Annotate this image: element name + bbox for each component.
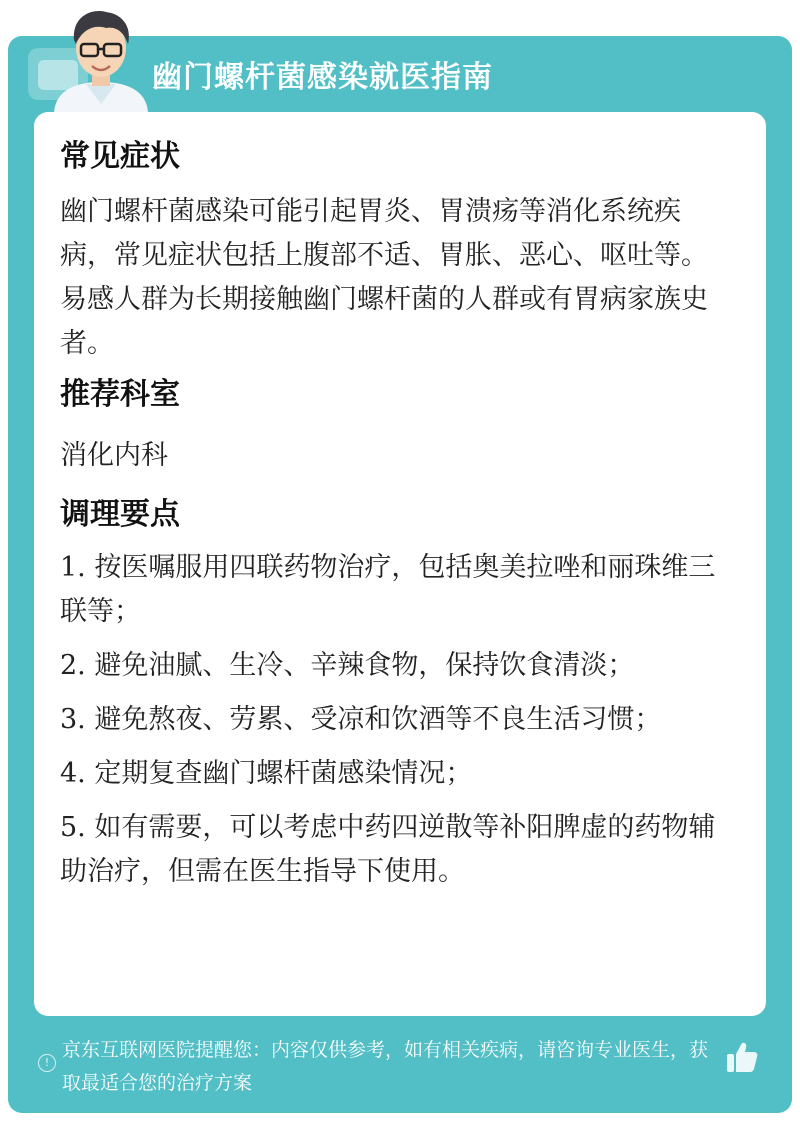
- department-title: 推荐科室: [60, 377, 180, 412]
- content-card: [34, 112, 766, 1016]
- care-title: 调理要点: [60, 497, 180, 532]
- care-list: [60, 546, 730, 894]
- disclaimer-text: 京东互联网医院提醒您：内容仅供参考，如有相关疾病，请咨询专业医生，获取最适合您的治疗方案: [62, 1039, 709, 1094]
- care-item: 4. 定期复查幽门螺杆菌感染情况；: [60, 758, 473, 789]
- thumbs-up-icon[interactable]: [726, 1040, 758, 1074]
- care-item: 5. 如有需要，可以考虑中药四逆散等补阳脾虚的药物辅助治疗，但需在医生指导下使用。: [60, 812, 716, 887]
- department-value: 消化内科: [60, 440, 168, 471]
- page-title: 幽门螺杆菌感染就医指南: [152, 60, 493, 95]
- doctor-avatar: [46, 4, 156, 112]
- info-icon: !: [38, 1054, 56, 1072]
- care-item: 2. 避免油腻、生冷、辛辣食物，保持饮食清淡；: [60, 650, 635, 681]
- symptoms-body: 幽门螺杆菌感染可能引起胃炎、胃溃疡等消化系统疾病，常见症状包括上腹部不适、胃胀、恶心、呕吐等。易感人群为长期接触幽门螺杆菌的人群或有胃病家族史者。: [60, 196, 708, 359]
- care-item: 3. 避免熬夜、劳累、受凉和饮酒等不良生活习惯；: [60, 704, 662, 735]
- care-item: 1. 按医嘱服用四联药物治疗，包括奥美拉唑和丽珠维三联等；: [60, 552, 716, 627]
- symptoms-title: 常见症状: [60, 139, 180, 174]
